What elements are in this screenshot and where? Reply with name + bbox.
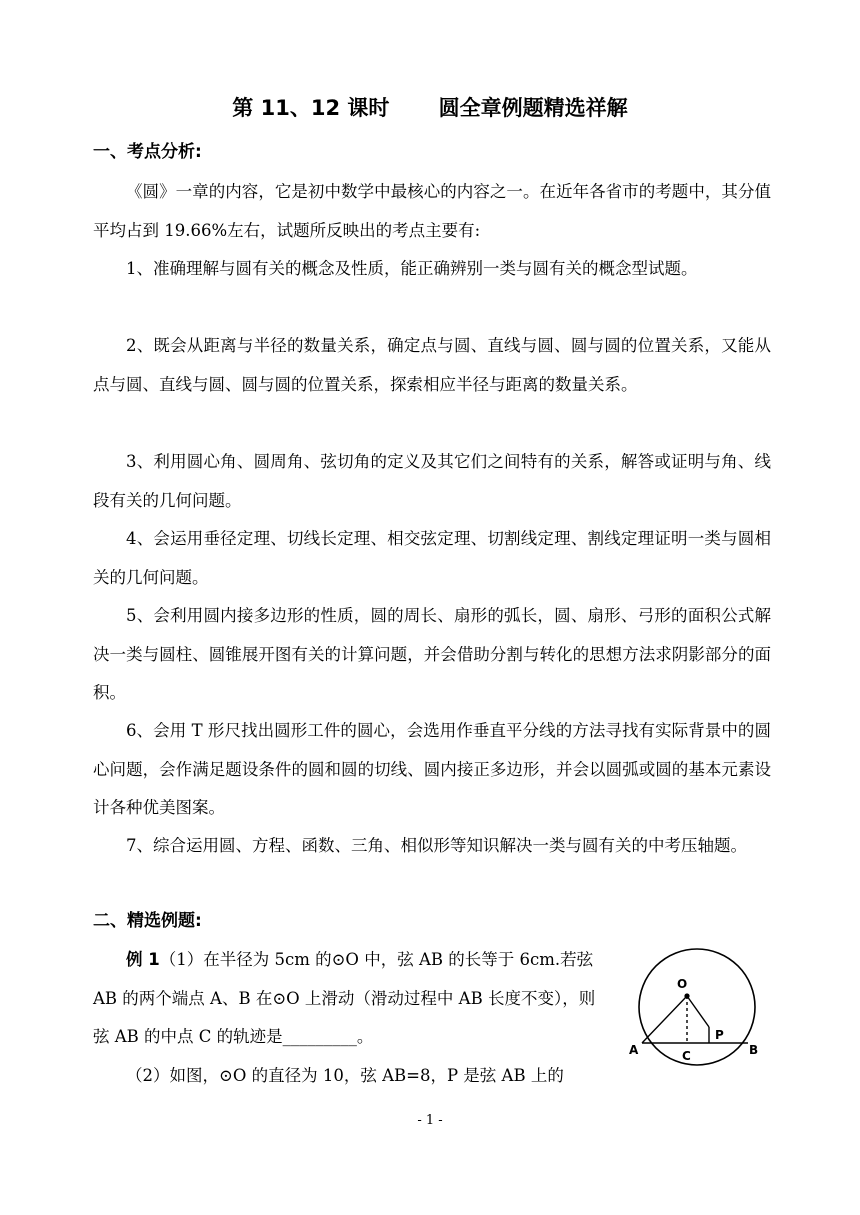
- segment-oa: [642, 996, 687, 1043]
- example-1-part-1: [93, 941, 598, 1057]
- point-6: 6、会用 T 形尺找出圆形工件的圆心，会选用作垂直平分线的方法寻找有实际背景中的圆心问题，会作满足题设条件的圆和圆的切线、圆内接正多边形，并会以圆弧或圆的基本元素设计各种优美图案。: [93, 721, 771, 817]
- intro-paragraph: 《圆》一章的内容，它是初中数学中最核心的内容之一。在近年各省市的考题中，其分值平均占到 19.66%左右，试题所反映出的考点主要有:: [93, 182, 771, 240]
- example-1-part-2: （2）如图，⊙O 的直径为 10，弦 AB=8，P 是弦 AB 上的: [126, 1066, 564, 1085]
- label-b: B: [749, 1043, 759, 1057]
- segment-op: [687, 996, 709, 1027]
- point-1: 1、准确理解与圆有关的概念及性质，能正确辨别一类与圆有关的概念型试题。: [126, 259, 698, 278]
- center-point-o: [684, 993, 689, 998]
- circle-outline: [639, 949, 755, 1065]
- label-o: O: [677, 977, 688, 991]
- section-heading-analysis: 一、考点分析:: [93, 142, 202, 162]
- page-number: - 1 -: [417, 1113, 443, 1128]
- label-p: P: [715, 1028, 724, 1042]
- point-4: 4、会运用垂径定理、切线长定理、相交弦定理、切割线定理、割线定理证明一类与圆相关的几何问题。: [93, 529, 771, 587]
- section-heading-examples: 二、精选例题:: [93, 911, 202, 931]
- example-label: 例 1: [126, 950, 160, 969]
- label-c: C: [682, 1049, 691, 1063]
- page-title: 第 11、12 课时 圆全章例题精选祥解: [232, 96, 628, 120]
- point-7: 7、综合运用圆、方程、函数、三角、相似形等知识解决一类与圆有关的中考压轴题。: [126, 836, 747, 855]
- point-3: 3、利用圆心角、圆周角、弦切角的定义及其它们之间特有的关系，解答或证明与角、线段有关的几何问题。: [93, 452, 771, 510]
- label-a: A: [629, 1043, 639, 1057]
- point-2: 2、既会从距离与半径的数量关系，确定点与圆、直线与圆、圆与圆的位置关系，又能从点与圆、直线与圆、圆与圆的位置关系，探索相应半径与距离的数量关系。: [93, 336, 771, 394]
- circle-chord-figure: [622, 932, 772, 1082]
- example-1-part-1-text: （1）在半径为 5cm 的⊙O 中，弦 AB 的长等于 6cm.若弦 AB 的两个端点 A、B 在⊙O 上滑动（滑动过程中 AB 长度不变），则弦 AB 的中点 C 的轨迹是_________。: [93, 950, 596, 1046]
- point-5: 5、会利用圆内接多边形的性质，圆的周长、扇形的弧长，圆、扇形、弓形的面积公式解决一类与圆柱、圆锥展开图有关的计算问题，并会借助分割与转化的思想方法求阴影部分的面积。: [93, 606, 771, 702]
